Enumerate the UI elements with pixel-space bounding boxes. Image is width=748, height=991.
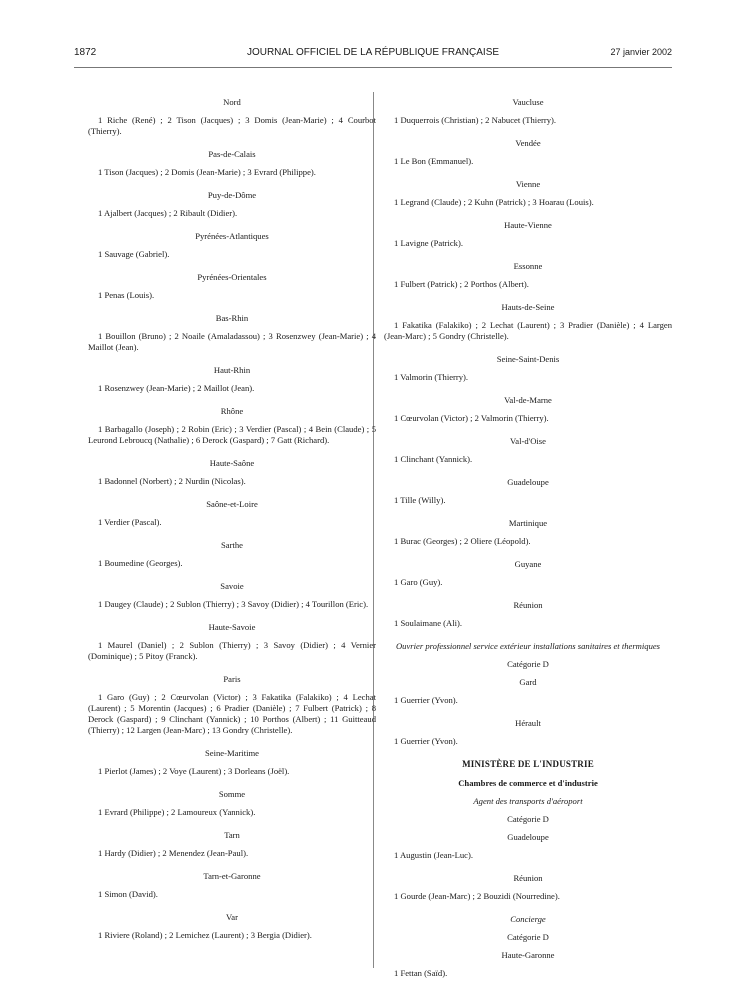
department-heading: Hauts-de-Seine (501, 302, 555, 312)
right-column (384, 97, 672, 991)
department-heading: Sarthe (221, 540, 243, 550)
ranking-entry: 1 Rosenzwey (Jean-Marie) ; 2 Maillot (Jean). (98, 383, 255, 393)
department-heading: Val-de-Marne (504, 395, 552, 405)
ranking-entry: 1 Cœurvolan (Victor) ; 2 Valmorin (Thierry). (394, 413, 549, 423)
ranking-entry: 1 Sauvage (Gabriel). (98, 249, 170, 259)
concierge-title: Concierge (510, 914, 546, 924)
department-heading: Réunion (513, 873, 543, 883)
ranking-entry: 1 Ajalbert (Jacques) ; 2 Ribault (Didier). (98, 208, 238, 218)
ranking-entry: 1 Simon (David). (98, 889, 158, 899)
ouvrier-category: Catégorie D (507, 659, 549, 669)
chamber-heading: Chambres de commerce et d'industrie (458, 778, 598, 788)
department-heading: Pas-de-Calais (208, 149, 256, 159)
department-heading: Haute-Vienne (504, 220, 552, 230)
ranking-entry: 1 Garo (Guy) ; 2 Cœurvolan (Victor) ; 3 Fakatika (Falakiko) ; 4 Lechat (Laurent) ; 5 Morentin (Jacques) ; 6 Pradier (Danièle) ; 7 Fulbert (Patrick) ; 8 Derock (Gaspard) ; 9 Clinchant (Yannick) ; 10 Porthos (Albert) ; 11 Guitteaud (Thierry) ; 12 Largen (Jean-Marc) ; 13 Gondry (Christelle). (88, 692, 376, 735)
journal-title: JOURNAL OFFICIEL DE LA RÉPUBLIQUE FRANÇAISE (246, 47, 500, 58)
department-heading: Réunion (513, 600, 543, 610)
left-column (88, 97, 376, 953)
ranking-entry: 1 Legrand (Claude) ; 2 Kuhn (Patrick) ; 3 Hoarau (Louis). (394, 197, 594, 207)
ranking-entry: 1 Boumedine (Georges). (98, 558, 183, 568)
department-heading: Tarn (224, 830, 240, 840)
ranking-entry: 1 Guerrier (Yvon). (394, 695, 458, 705)
ranking-entry: 1 Soulaimane (Ali). (394, 618, 463, 628)
ministry-heading: MINISTÈRE DE L'INDUSTRIE (462, 759, 594, 769)
department-heading: Seine-Saint-Denis (496, 354, 560, 364)
ouvrier-list (384, 677, 672, 747)
agents-list (384, 832, 672, 902)
department-heading: Guadeloupe (507, 832, 549, 842)
ranking-entry: 1 Daugey (Claude) ; 2 Sublon (Thierry) ; 3 Savoy (Didier) ; 4 Tourillon (Eric). (98, 599, 369, 609)
ranking-entry: 1 Garo (Guy). (394, 577, 443, 587)
agents-title: Agent des transports d'aéroport (473, 796, 583, 806)
ranking-entry: 1 Riche (René) ; 2 Tison (Jacques) ; 3 Domis (Jean-Marie) ; 4 Courbot (Thierry). (88, 115, 376, 136)
ranking-entry: 1 Verdier (Pascal). (98, 517, 162, 527)
ranking-entry: 1 Hardy (Didier) ; 2 Menendez (Jean-Paul). (98, 848, 249, 858)
ranking-entry: 1 Duquerrois (Christian) ; 2 Nabucet (Thierry). (394, 115, 557, 125)
department-heading: Puy-de-Dôme (207, 190, 257, 200)
ranking-entry: 1 Maurel (Daniel) ; 2 Sublon (Thierry) ; 3 Savoy (Didier) ; 4 Vernier (Dominique) ; 5 Pitoy (Franck). (88, 640, 376, 661)
ranking-entry: 1 Fulbert (Patrick) ; 2 Porthos (Albert). (394, 279, 529, 289)
ranking-entry: 1 Riviere (Roland) ; 2 Lemichez (Laurent) ; 3 Bergia (Didier). (98, 930, 312, 940)
department-heading: Tarn-et-Garonne (203, 871, 261, 881)
department-heading: Savoie (220, 581, 244, 591)
ranking-entry: 1 Badonnel (Norbert) ; 2 Nurdin (Nicolas). (98, 476, 246, 486)
ranking-entry: 1 Le Bon (Emmanuel). (394, 156, 474, 166)
page-number: 1872 (74, 47, 97, 58)
ranking-entry: 1 Valmorin (Thierry). (394, 372, 469, 382)
department-heading: Guadeloupe (507, 477, 549, 487)
department-heading: Haut-Rhin (213, 365, 251, 375)
ranking-entry: 1 Fakatika (Falakiko) ; 2 Lechat (Laurent) ; 3 Pradier (Danièle) ; 4 Largen (Jean-Marc) ; 5 Gondry (Christelle). (384, 320, 672, 341)
department-heading: Haute-Garonne (501, 950, 555, 960)
concierge-category: Catégorie D (507, 932, 549, 942)
department-heading: Var (226, 912, 238, 922)
department-heading: Vienne (515, 179, 541, 189)
department-heading: Pyrénées-Orientales (197, 272, 267, 282)
department-heading: Haute-Saône (209, 458, 255, 468)
ranking-entry: 1 Penas (Louis). (98, 290, 155, 300)
ranking-entry: 1 Burac (Georges) ; 2 Oliere (Léopold). (394, 536, 531, 546)
department-heading: Paris (223, 674, 241, 684)
ranking-entry: 1 Augustin (Jean-Luc). (394, 850, 473, 860)
header-rule (74, 67, 672, 68)
ranking-entry: 1 Clinchant (Yannick). (394, 454, 473, 464)
department-heading: Seine-Maritime (205, 748, 259, 758)
department-heading: Nord (223, 97, 241, 107)
department-heading: Vendée (515, 138, 541, 148)
right-column-departments (384, 97, 672, 629)
issue-date: 27 janvier 2002 (610, 47, 672, 57)
ranking-entry: 1 Bouillon (Bruno) ; 2 Noaile (Amaladassou) ; 3 Rosenzwey (Jean-Marie) ; 4 Maillot (Jean). (88, 331, 376, 352)
department-heading: Gard (519, 677, 537, 687)
department-heading: Vaucluse (512, 97, 544, 107)
ranking-entry: 1 Pierlot (James) ; 2 Voye (Laurent) ; 3 Dorleans (Joël). (98, 766, 290, 776)
department-heading: Saône-et-Loire (206, 499, 258, 509)
ranking-entry: 1 Evrard (Philippe) ; 2 Lamoureux (Yannick). (98, 807, 256, 817)
ranking-entry: 1 Guerrier (Yvon). (394, 736, 458, 746)
ranking-entry: 1 Lavigne (Patrick). (394, 238, 463, 248)
department-heading: Guyane (514, 559, 542, 569)
department-heading: Rhône (220, 406, 244, 416)
ranking-entry: 1 Fettan (Saïd). (394, 968, 448, 978)
department-heading: Pyrénées-Atlantiques (195, 231, 269, 241)
ouvrier-title: Ouvrier professionnel service extérieur installations sanitaires et thermiques (395, 641, 661, 651)
department-heading: Bas-Rhin (215, 313, 249, 323)
department-heading: Martinique (508, 518, 548, 528)
ranking-entry: 1 Tison (Jacques) ; 2 Domis (Jean-Marie) ; 3 Evrard (Philippe). (98, 167, 316, 177)
department-heading: Essonne (513, 261, 543, 271)
page-header (74, 47, 672, 65)
ranking-entry: 1 Gourde (Jean-Marc) ; 2 Bouzidi (Nourredine). (394, 891, 560, 901)
concierge-list (384, 950, 672, 979)
ranking-entry: 1 Barbagallo (Joseph) ; 2 Robin (Eric) ; 3 Verdier (Pascal) ; 4 Bein (Claude) ; 5 Leurond Lebroucq (Nathalie) ; 6 Derock (Gaspard) ; 7 Gatt (Richard). (88, 424, 376, 445)
department-heading: Somme (218, 789, 246, 799)
agents-category: Catégorie D (507, 814, 549, 824)
department-heading: Val-d'Oise (510, 436, 546, 446)
department-heading: Hérault (515, 718, 541, 728)
department-heading: Haute-Savoie (208, 622, 256, 632)
ranking-entry: 1 Tille (Willy). (394, 495, 446, 505)
